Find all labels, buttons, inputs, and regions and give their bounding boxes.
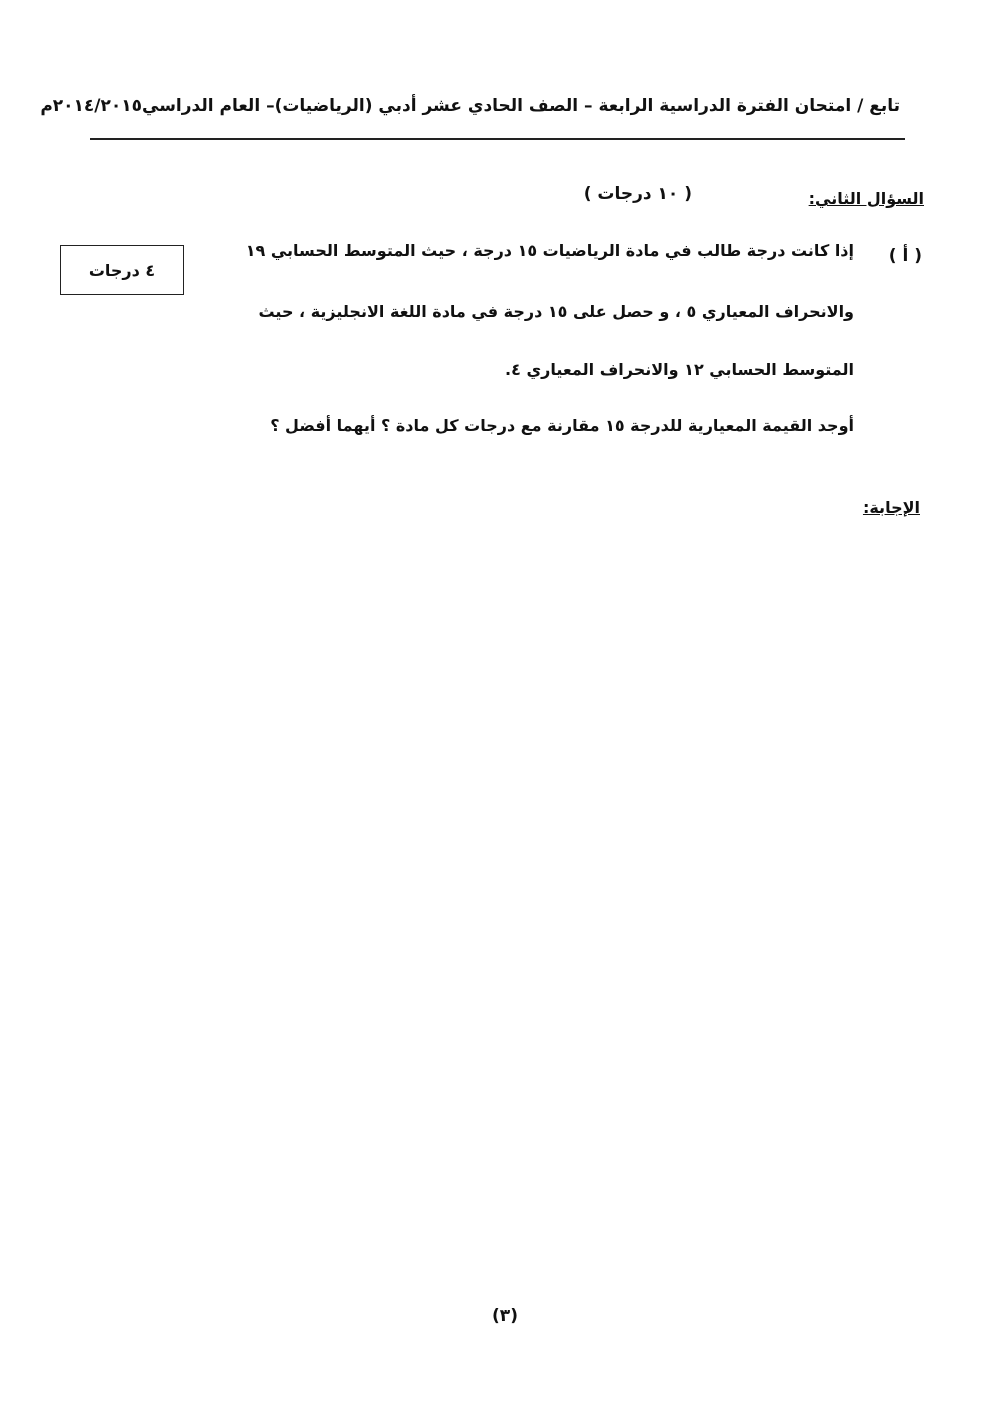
- exam-header-title: تابع / امتحان الفترة الدراسية الرابعة – الصف الحادي عشر أدبي (الرياضيات)– العام الدراسي٢٠١٤/٢٠١٥م: [40, 96, 900, 116]
- header-divider: [90, 138, 905, 140]
- part-label: ( أ ): [888, 246, 922, 266]
- question-heading: السؤال الثاني:: [808, 189, 924, 208]
- part-marks-text: ٤ درجات: [88, 260, 156, 280]
- question-text-line: إذا كانت درجة طالب في مادة الرياضيات ١٥ درجة ، حيث المتوسط الحسابي ١٩: [245, 241, 854, 260]
- page-number: (٣): [492, 1306, 518, 1326]
- answer-label: الإجابة:: [862, 498, 920, 517]
- question-text-line: والانحراف المعياري ٥ ، و حصل على ١٥ درجة في مادة اللغة الانجليزية ، حيث: [258, 302, 854, 321]
- question-text-line: المتوسط الحسابي ١٢ والانحراف المعياري ٤.: [505, 360, 854, 379]
- question-marks: ( ١٠ درجات ): [583, 184, 692, 204]
- part-marks-box: [60, 245, 184, 295]
- question-text-line: أوجد القيمة المعيارية للدرجة ١٥ مقارنة مع درجات كل مادة ؟ أيهما أفضل ؟: [270, 416, 854, 435]
